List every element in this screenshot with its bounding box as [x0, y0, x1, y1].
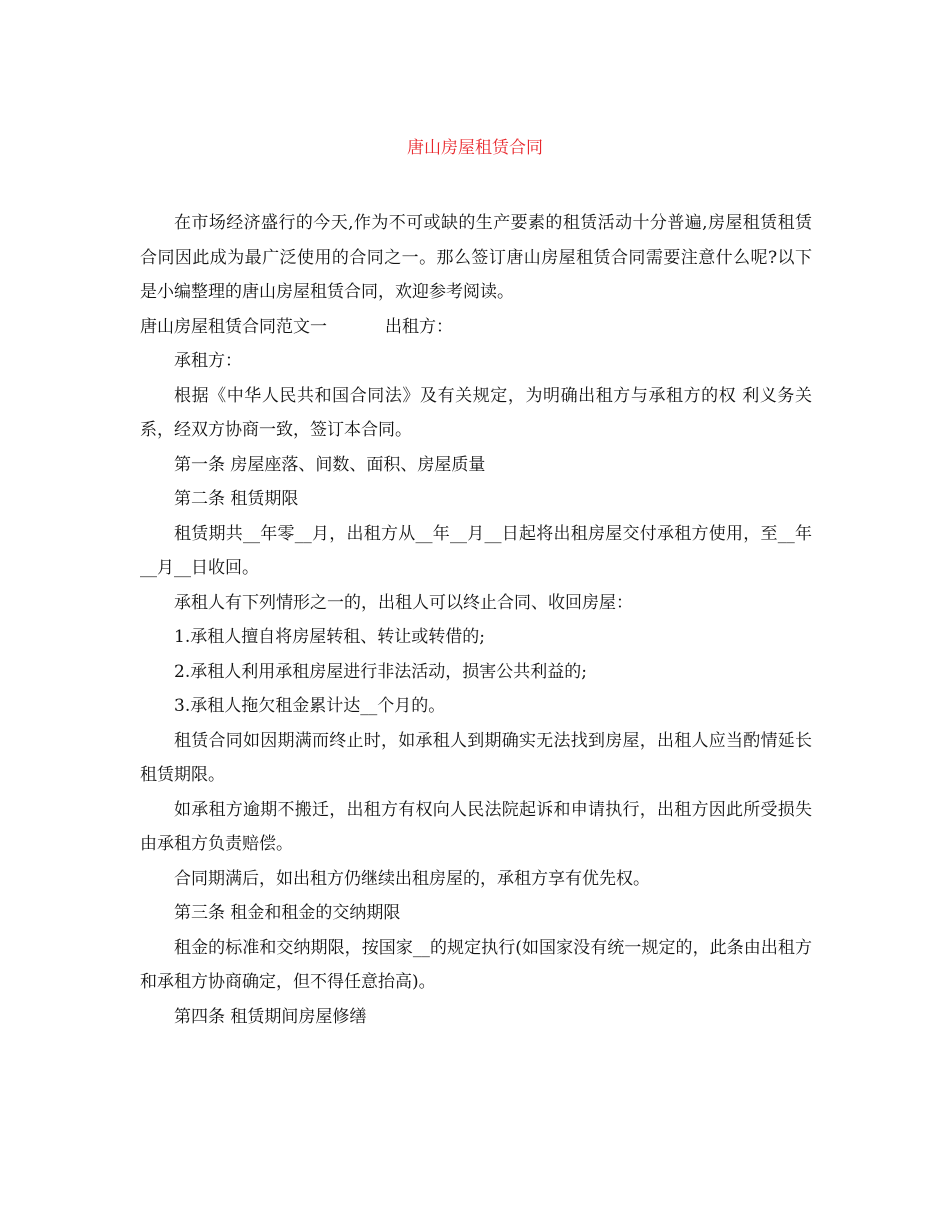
extension-paragraph: 租赁合同如因期满而终止时，如承租人到期确实无法找到房屋，出租人应当酌情延长租赁期限。 — [140, 730, 812, 785]
sample-heading-line — [140, 310, 812, 345]
priority-paragraph: 合同期满后，如出租方仍继续出租房屋的，承租方享有优先权。 — [174, 868, 650, 889]
article-3-heading: 第三条 租金和租金的交纳期限 — [174, 903, 401, 923]
termination-item-2: 2.承租人利用承租房屋进行非法活动，损害公共利益的; — [174, 661, 587, 682]
intro-paragraph: 在市场经济盛行的今天,作为不可或缺的生产要素的租赁活动十分普遍,房屋租赁租赁合同因此成为最广泛使用的合同之一。那么签订唐山房屋租赁合同需要注意什么呢?以下是小编整理的唐山房屋租赁合同，欢迎参考阅读。 — [140, 213, 812, 302]
document-title: 唐山房屋租赁合同 — [407, 138, 543, 158]
article-2-heading: 第二条 租赁期限 — [174, 489, 299, 509]
basis-paragraph: 根据《中华人民共和国合同法》及有关规定，为明确出租方与承租方的权 利义务关系，经双方协商一致，签订本合同。 — [140, 385, 812, 440]
termination-item-3: 3.承租人拖欠租金累计达__个月的。 — [174, 696, 446, 716]
rent-paragraph: 租金的标准和交纳期限，按国家__的规定执行(如国家没有统一规定的，此条由出租方和承租方协商确定，但不得任意抬高)。 — [140, 937, 812, 992]
overdue-paragraph: 如承租方逾期不搬迁，出租方有权向人民法院起诉和申请执行，出租方因此所受损失由承租方负责赔偿。 — [140, 799, 812, 854]
article-1-heading: 第一条 房屋座落、间数、面积、房屋质量 — [174, 454, 486, 475]
lessee-label: 承租方： — [174, 351, 242, 371]
lessor-label: 出租方： — [385, 316, 453, 337]
termination-item-1: 1.承租人擅自将房屋转租、转让或转借的; — [174, 627, 485, 647]
article-4-heading: 第四条 租赁期间房屋修缮 — [174, 1006, 367, 1027]
document-body — [140, 206, 812, 1034]
term-paragraph: 租赁期共__年零__月，出租方从__年__月__日起将出租房屋交付承租方使用，至__年__月__日收回。 — [140, 523, 812, 578]
termination-intro: 承租人有下列情形之一的，出租人可以终止合同、收回房屋： — [174, 592, 633, 613]
sample-heading: 唐山房屋租赁合同范文一 — [140, 316, 327, 337]
